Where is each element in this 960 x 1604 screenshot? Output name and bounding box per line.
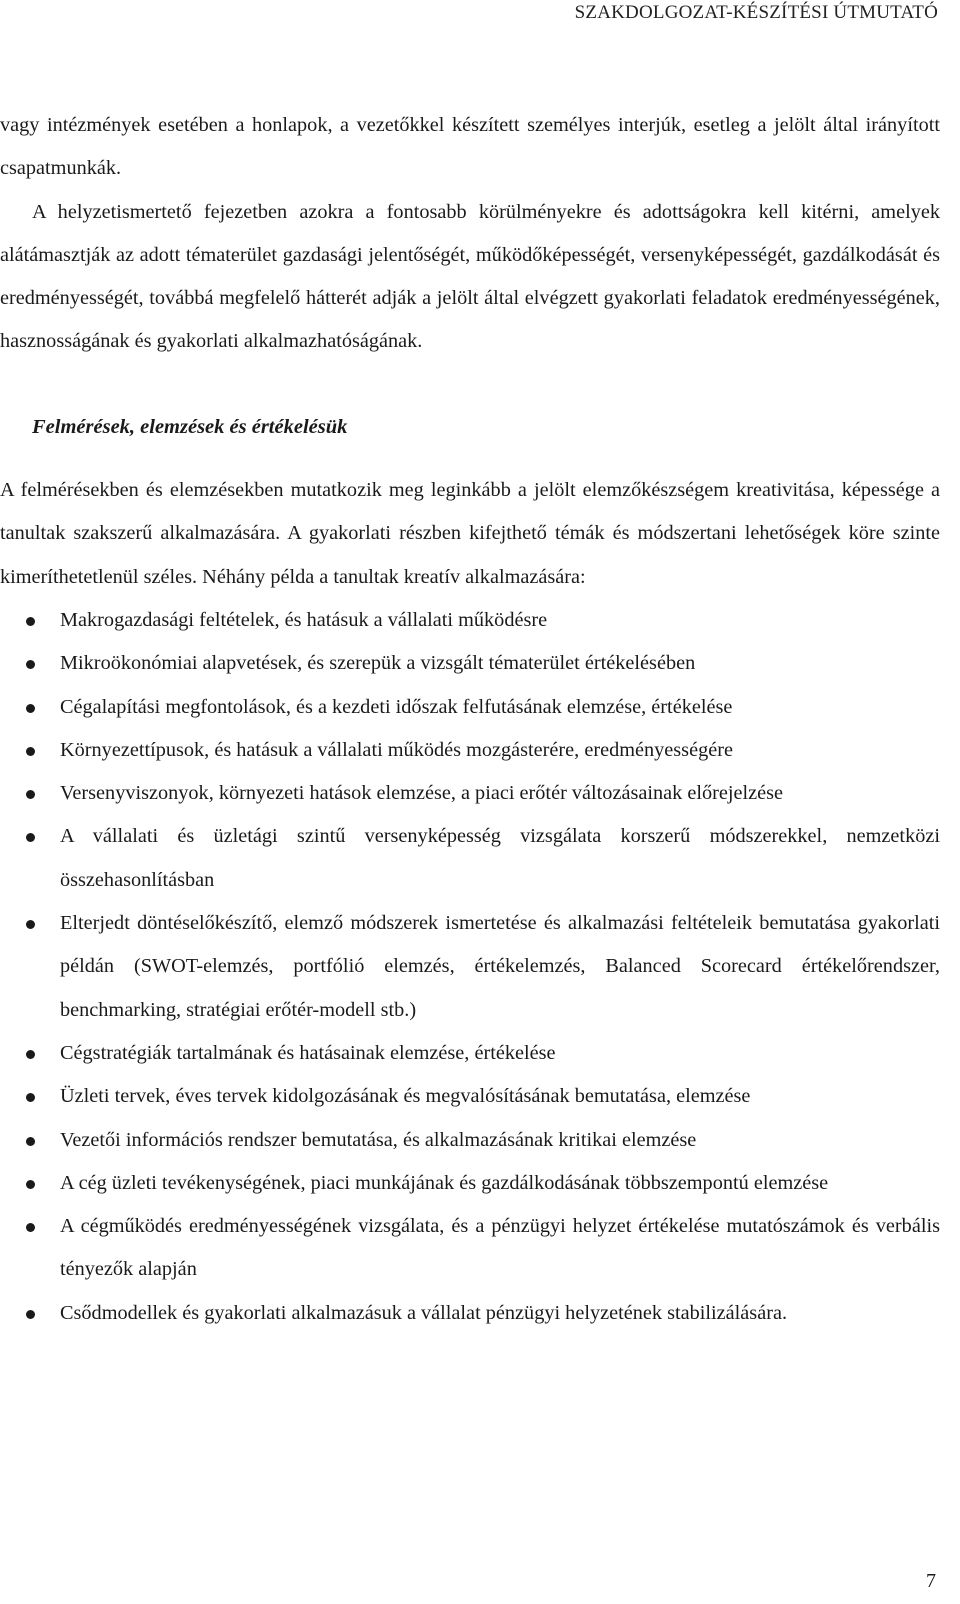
- list-item-text: Makrogazdasági feltételek, és hatásuk a vállalati működésre: [60, 608, 548, 631]
- list-item: [0, 1032, 940, 1075]
- list-item: [0, 642, 940, 685]
- paragraph-continued: vagy intézmények esetében a honlapok, a vezetőkkel készített személyes interjúk, esetleg a jelölt által irányított csapatmunkák.: [0, 114, 940, 180]
- list-item-text: Vezetői információs rendszer bemutatása, és alkalmazásának kritikai elemzése: [60, 1128, 697, 1151]
- list-item-text: Cégstratégiák tartalmának és hatásainak elemzése, értékelése: [60, 1041, 556, 1064]
- list-item-text: A cégműködés eredményességének vizsgálata, és a pénzügyi helyzet értékelése mutatószámok és verbális tényezők alapján: [60, 1215, 940, 1281]
- list-item: [0, 1162, 940, 1205]
- bullet-icon: [26, 1050, 35, 1059]
- bullet-icon: [26, 790, 35, 799]
- list-item: [0, 599, 940, 642]
- bullet-icon: [26, 1137, 35, 1146]
- list-item-text: A vállalati és üzletági szintű versenyképesség vizsgálata korszerű módszerekkel, nemzetközi összehasonlításban: [60, 825, 940, 891]
- paragraph-situation: A helyzetismertető fejezetben azokra a fontosabb körülményekre és adottságokra kell kitérni, amelyek alátámasztják az adott tématerület gazdasági jelentőségét, működőképességét, versenyképességét, gazdálkodását és eredményességét, továbbá megfelelő hátterét adják a jelölt által elvégzett gyakorlati feladatok eredményességének, hasznosságának és gyakorlati alkalmazhatóságának.: [0, 200, 940, 353]
- bullet-icon: [26, 704, 35, 713]
- bullet-icon: [26, 747, 35, 756]
- list-item-text: A cég üzleti tevékenységének, piaci munkájának és gazdálkodásának többszempontú elemzése: [60, 1171, 829, 1194]
- list-item-text: Környezettípusok, és hatásuk a vállalati működés mozgásterére, eredményességére: [60, 738, 733, 761]
- list-item: [0, 772, 940, 815]
- bullet-icon: [26, 1223, 35, 1232]
- page-number: 7: [926, 1570, 936, 1592]
- paragraph-section-intro: A felmérésekben és elemzésekben mutatkozik meg leginkább a jelölt elemzőkészségem kreativitása, képessége a tanultak szakszerű alkalmazására. A gyakorlati részben kifejthető témák és módszertani lehetőségek köre szinte kimeríthetetlenül széles. Néhány példa a tanultak kreatív alkalmazására:: [0, 479, 940, 588]
- list-item-text: Versenyviszonyok, környezeti hatások elemzése, a piaci erőtér változásainak előrejelzése: [60, 782, 784, 805]
- bullet-icon: [26, 1093, 35, 1102]
- list-item-text: Elterjedt döntéselőkészítő, elemző módszerek ismertetése és alkalmazási feltételeik bemutatása gyakorlati példán (SWOT-elemzés, portfólió elemzés, értékelemzés, Balanced Scorecard értékelőrendszer, benchmarking, stratégiai erőtér-modell stb.): [60, 912, 940, 1021]
- list-item: [0, 1075, 940, 1118]
- list-item-text: Üzleti tervek, éves tervek kidolgozásának és megvalósításának bemutatása, elemzése: [60, 1085, 751, 1108]
- list-item-text: Mikroökonómiai alapvetések, és szerepük a vizsgált tématerület értékelésében: [60, 652, 696, 675]
- bullet-icon: [26, 617, 35, 626]
- page-body: [0, 104, 940, 1335]
- list-item-text: Cégalapítási megfontolások, és a kezdeti időszak felfutásának elemzése, értékelése: [60, 695, 733, 718]
- bullet-icon: [26, 920, 35, 929]
- list-item: [0, 1292, 940, 1335]
- section-title: Felmérések, elemzések és értékelésük: [32, 415, 348, 438]
- list-item: [0, 686, 940, 729]
- bullet-list: [0, 599, 940, 1335]
- list-item: [0, 729, 940, 772]
- list-item: [0, 1205, 940, 1292]
- running-header: SZAKDOLGOZAT-KÉSZÍTÉSI ÚTMUTATÓ: [574, 2, 938, 23]
- list-item: [0, 1119, 940, 1162]
- list-item-text: Csődmodellek és gyakorlati alkalmazásuk a vállalat pénzügyi helyzetének stabilizálására.: [60, 1301, 788, 1324]
- bullet-icon: [26, 833, 35, 842]
- bullet-icon: [26, 1310, 35, 1319]
- list-item: [0, 815, 940, 902]
- bullet-icon: [26, 660, 35, 669]
- bullet-icon: [26, 1180, 35, 1189]
- list-item: [0, 902, 940, 1032]
